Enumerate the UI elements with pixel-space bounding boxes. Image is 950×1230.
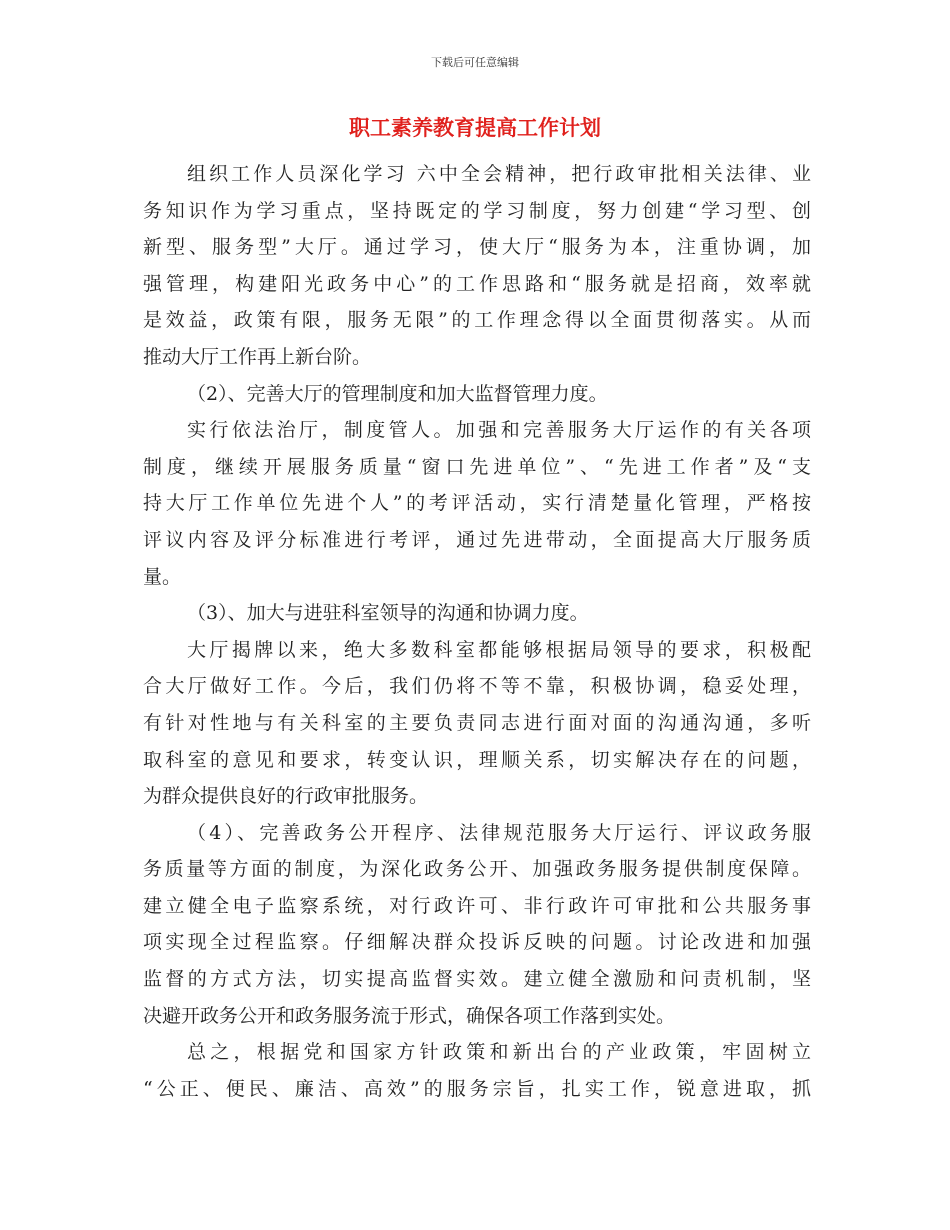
text-line: 实行依法治厅，制度管人。加强和完善服务大厅运作的有关各项	[187, 419, 811, 442]
text-line: （4）、完善政务公开程序、法律规范服务大厅运行、评议政务服	[187, 821, 811, 844]
text-line: 持大厅工作单位先进个人”的考评活动，实行清楚量化管理，严格按	[143, 492, 811, 515]
text-line: 制度，继续开展服务质量“窗口先进单位”、“先进工作者”及“支	[143, 455, 811, 478]
text-line: （2）、完善大厅的管理制度和加大监督管理力度。	[187, 382, 608, 405]
text-line: 取科室的意见和要求，转变认识，理顺关系，切实解决存在的问题，	[143, 748, 811, 771]
text-line: 务知识作为学习重点，坚持既定的学习制度，努力创建“学习型、创	[143, 199, 811, 222]
document-body	[143, 156, 811, 1107]
text-line: 新型、服务型”大厅。通过学习，使大厅“服务为本，注重协调，加	[143, 236, 811, 259]
text-line: 大厅揭牌以来，绝大多数科室都能够根据局领导的要求，积极配	[187, 638, 811, 661]
text-line: 建立健全电子监察系统，对行政许可、非行政许可审批和公共服务事	[143, 894, 811, 917]
document-title: 职工素养教育提高工作计划	[349, 115, 601, 140]
text-line: （3）、加大与进驻科室领导的沟通和协调力度。	[187, 602, 589, 625]
text-line: 量。	[143, 565, 182, 588]
text-line: 总之，根据党和国家方针政策和新出台的产业政策，牢固树立	[187, 1041, 811, 1064]
text-line: 有针对性地与有关科室的主要负责同志进行面对面的沟通沟通，多听	[143, 711, 811, 734]
text-line: 评议内容及评分标准进行考评，通过先进带动，全面提高大厅服务质	[143, 528, 811, 551]
page-header-note: 下载后可任意编辑	[431, 56, 519, 69]
text-line: 组织工作人员深化学习 六中全会精神，把行政审批相关法律、业	[187, 163, 811, 185]
text-line: 强管理，构建阳光政务中心”的工作思路和“服务就是招商，效率就	[143, 272, 811, 295]
text-line: 推动大厅工作再上新台阶。	[143, 345, 372, 368]
text-line: 决避开政务公开和政务服务流于形式，确保各项工作落到实处。	[143, 1004, 676, 1027]
text-line: 监督的方式方法，切实提高监督实效。建立健全激励和问责机制，坚	[143, 968, 811, 991]
text-line: 项实现全过程监察。仔细解决群众投诉反映的问题。讨论改进和加强	[143, 931, 811, 954]
text-line: 务质量等方面的制度，为深化政务公开、加强政务服务提供制度保障。	[143, 858, 811, 881]
text-line: 为群众提供良好的行政审批服务。	[143, 785, 429, 808]
text-line: 合大厅做好工作。今后，我们仍将不等不靠，积极协调，稳妥处理，	[143, 675, 811, 698]
text-line: 是效益，政策有限，服务无限”的工作理念得以全面贯彻落实。从而	[143, 309, 811, 332]
text-line: “公正、便民、廉洁、高效”的服务宗旨，扎实工作，锐意进取，抓	[143, 1077, 811, 1100]
